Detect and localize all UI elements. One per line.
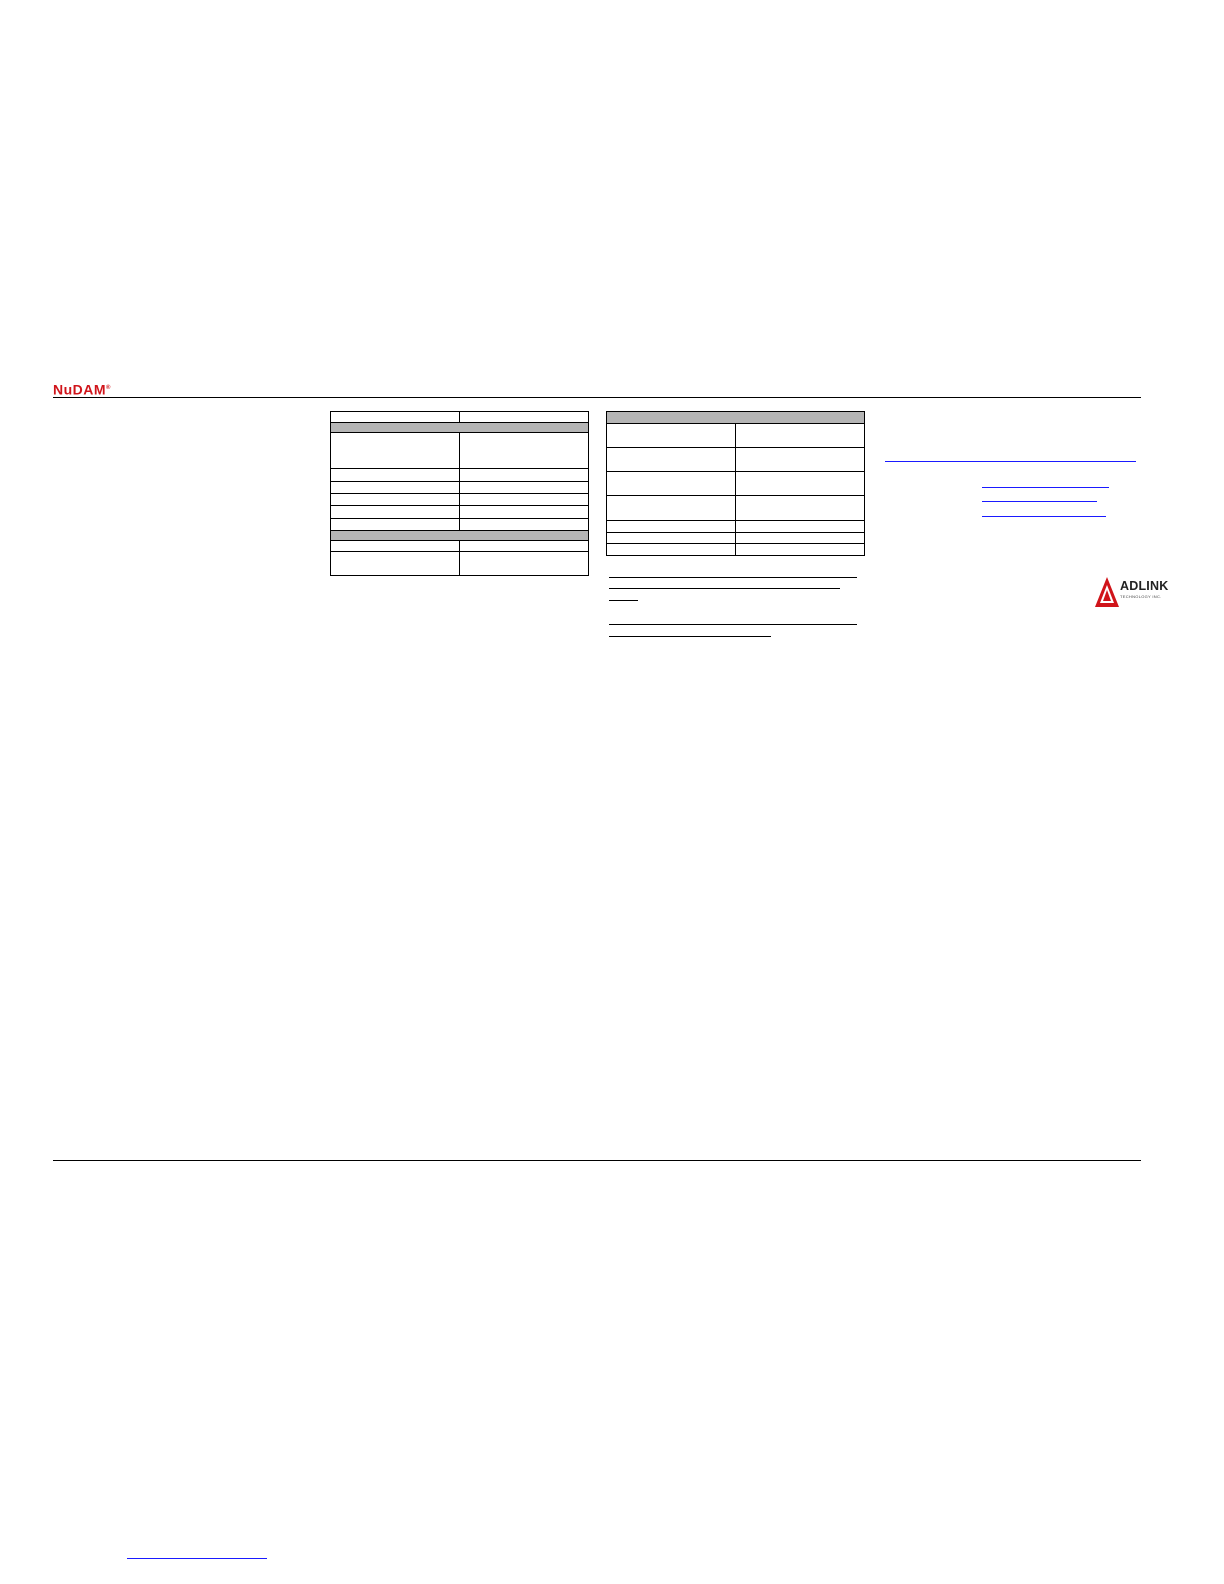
table-row [331, 506, 589, 519]
spec-table-right [606, 411, 865, 556]
table-cell [460, 433, 589, 469]
table-cell [607, 472, 736, 496]
table-cell [460, 541, 589, 552]
note-line [609, 624, 857, 625]
table-row [331, 469, 589, 482]
contact-link[interactable] [885, 461, 1136, 462]
table-cell [331, 519, 460, 531]
table-cell [607, 533, 736, 544]
table-cell [607, 521, 736, 533]
table-cell [736, 521, 865, 533]
table-row [607, 472, 865, 496]
table-row [607, 533, 865, 544]
table-cell [331, 412, 460, 423]
table-cell [607, 448, 736, 472]
table-cell [460, 469, 589, 482]
table-section-band [331, 531, 589, 541]
table-row [607, 521, 865, 533]
table-cell [331, 541, 460, 552]
table-cell [460, 412, 589, 423]
table-band-cell [331, 423, 589, 433]
table-row [331, 494, 589, 506]
table-band-cell [331, 531, 589, 541]
contact-link[interactable] [982, 516, 1106, 517]
table-cell [736, 544, 865, 556]
table-cell [331, 552, 460, 576]
adlink-wordmark: ADLINK [1120, 579, 1169, 593]
table-cell [736, 496, 865, 521]
adlink-logo [1094, 576, 1186, 608]
table-row [331, 433, 589, 469]
registered-mark: ® [106, 385, 111, 391]
table-row [607, 424, 865, 448]
table-cell [736, 533, 865, 544]
table-cell [460, 482, 589, 494]
footer-rule [53, 1160, 1141, 1161]
table-cell [460, 506, 589, 519]
table-cell [331, 506, 460, 519]
table-row [331, 482, 589, 494]
table-cell [331, 482, 460, 494]
adlink-tagline: TECHNOLOGY INC. [1120, 594, 1162, 599]
table-cell [331, 433, 460, 469]
table-cell [736, 424, 865, 448]
table-cell [460, 519, 589, 531]
table-cell [460, 494, 589, 506]
table-cell [607, 544, 736, 556]
note-line [609, 588, 840, 589]
table-row [607, 448, 865, 472]
note-line [609, 600, 638, 601]
table-cell [607, 424, 736, 448]
table-band-cell [607, 412, 865, 424]
table-section-band [331, 423, 589, 433]
table-cell [736, 472, 865, 496]
spec-table-left [330, 411, 589, 576]
table-cell [331, 469, 460, 482]
adlink-triangle-icon [1094, 576, 1120, 608]
table-row [331, 552, 589, 576]
table-cell [460, 552, 589, 576]
table-cell [736, 448, 865, 472]
table-cell [331, 494, 460, 506]
note-line [609, 577, 857, 578]
note-line [609, 636, 771, 637]
contact-link[interactable] [982, 487, 1109, 488]
table-row [607, 496, 865, 521]
contact-link[interactable] [982, 501, 1097, 502]
nudam-logo-text: NuDAM [53, 381, 107, 398]
table-row [607, 544, 865, 556]
table-cell [607, 496, 736, 521]
table-row [331, 412, 589, 423]
table-row [331, 541, 589, 552]
table-row [331, 519, 589, 531]
table-section-band [607, 412, 865, 424]
footer-link[interactable] [127, 1558, 267, 1559]
header-rule [53, 397, 1141, 398]
nudam-logo [53, 380, 111, 398]
